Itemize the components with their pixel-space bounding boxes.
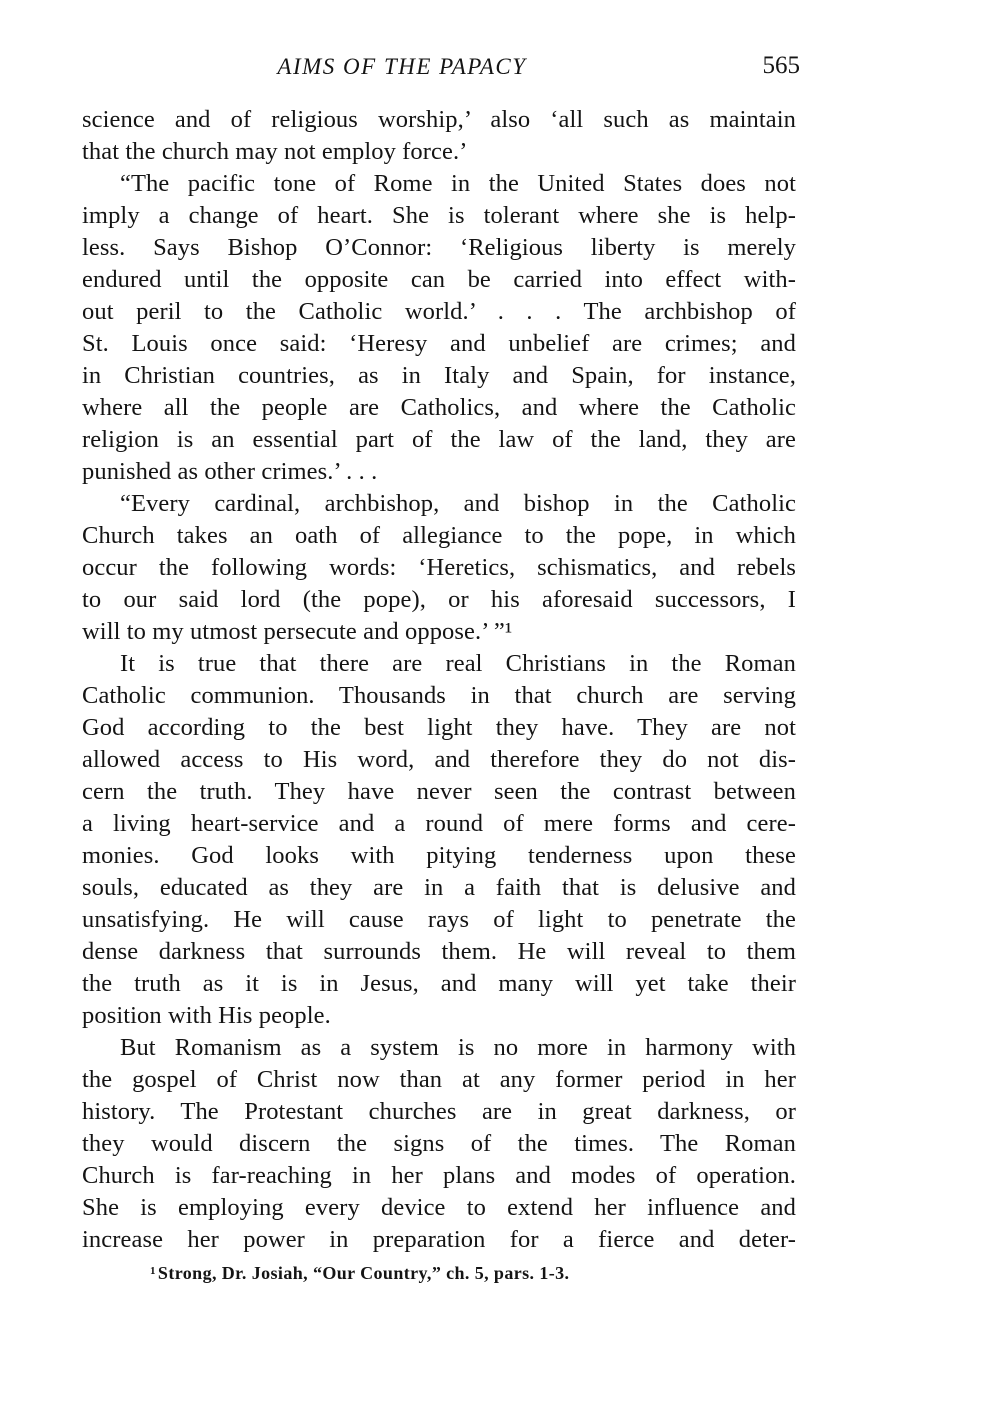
running-title: AIMS OF THE PAPACY xyxy=(277,54,527,79)
text-line: the gospel of Christ now than at any former period in her xyxy=(82,1066,796,1093)
text-line: “The pacific tone of Rome in the United States does not xyxy=(120,170,796,197)
text-line: She is employing every device to extend her influence and xyxy=(82,1194,796,1221)
paragraph xyxy=(82,648,796,1032)
text-line: imply a change of heart. She is tolerant where she is help- xyxy=(82,202,796,229)
text-line: Church takes an oath of allegiance to the pope, in which xyxy=(82,522,796,549)
paragraph xyxy=(82,104,796,168)
text-line: where all the people are Catholics, and where the Catholic xyxy=(82,394,796,421)
text-line: out peril to the Catholic world.’ . . . The archbishop of xyxy=(82,298,796,325)
text-line: the truth as it is in Jesus, and many will yet take their xyxy=(82,970,796,997)
text-line: history. The Protestant churches are in great darkness, or xyxy=(82,1098,796,1125)
text-line: It is true that there are real Christians in the Roman xyxy=(120,650,796,677)
text-line: But Romanism as a system is no more in harmony with xyxy=(120,1034,796,1061)
text-line: punished as other crimes.’ . . . xyxy=(82,458,378,485)
text-line: allowed access to His word, and therefore they do not dis- xyxy=(82,746,796,773)
paragraph xyxy=(82,488,796,648)
text-line: they would discern the signs of the times. The Roman xyxy=(82,1130,796,1157)
paragraph xyxy=(82,1032,796,1256)
text-line: will to my utmost persecute and oppose.’ ”¹ xyxy=(82,618,513,645)
footnote-text: Strong, Dr. Josiah, “Our Country,” ch. 5, pars. 1-3. xyxy=(157,1263,570,1283)
text-line: cern the truth. They have never seen the contrast between xyxy=(82,778,796,805)
text-line: God according to the best light they have. They are not xyxy=(82,714,796,741)
text-line: unsatisfying. He will cause rays of light to penetrate the xyxy=(82,906,796,933)
text-line: less. Says Bishop O’Connor: ‘Religious liberty is merely xyxy=(82,234,796,261)
text-line: a living heart-service and a round of mere forms and cere- xyxy=(82,810,796,837)
text-line: increase her power in preparation for a fierce and deter- xyxy=(82,1226,796,1253)
text-line: that the church may not employ force.’ xyxy=(82,138,468,165)
text-line: Church is far-reaching in her plans and modes of operation. xyxy=(82,1162,796,1189)
text-line: position with His people. xyxy=(82,1002,331,1029)
running-head xyxy=(82,52,800,86)
text-line: religion is an essential part of the law of the land, they are xyxy=(82,426,796,453)
text-line: in Christian countries, as in Italy and Spain, for instance, xyxy=(82,362,796,389)
text-line: Catholic communion. Thousands in that church are serving xyxy=(82,682,796,709)
paragraph xyxy=(82,168,796,488)
footnote xyxy=(150,1263,569,1284)
text-line: endured until the opposite can be carried into effect with- xyxy=(82,266,796,293)
footnote-marker: 1 xyxy=(150,1265,156,1277)
text-line: souls, educated as they are in a faith that is delusive and xyxy=(82,874,796,901)
text-line: to our said lord (the pope), or his aforesaid successors, I xyxy=(82,586,796,613)
text-line: monies. God looks with pitying tenderness upon these xyxy=(82,842,796,869)
body-text xyxy=(82,104,796,1256)
text-line: occur the following words: ‘Heretics, schismatics, and rebels xyxy=(82,554,796,581)
text-line: St. Louis once said: ‘Heresy and unbelief are crimes; and xyxy=(82,330,796,357)
text-line: science and of religious worship,’ also ‘all such as maintain xyxy=(82,106,796,133)
text-line: dense darkness that surrounds them. He will reveal to them xyxy=(82,938,796,965)
text-line: “Every cardinal, archbishop, and bishop in the Catholic xyxy=(120,490,796,517)
page-number: 565 xyxy=(762,52,800,79)
